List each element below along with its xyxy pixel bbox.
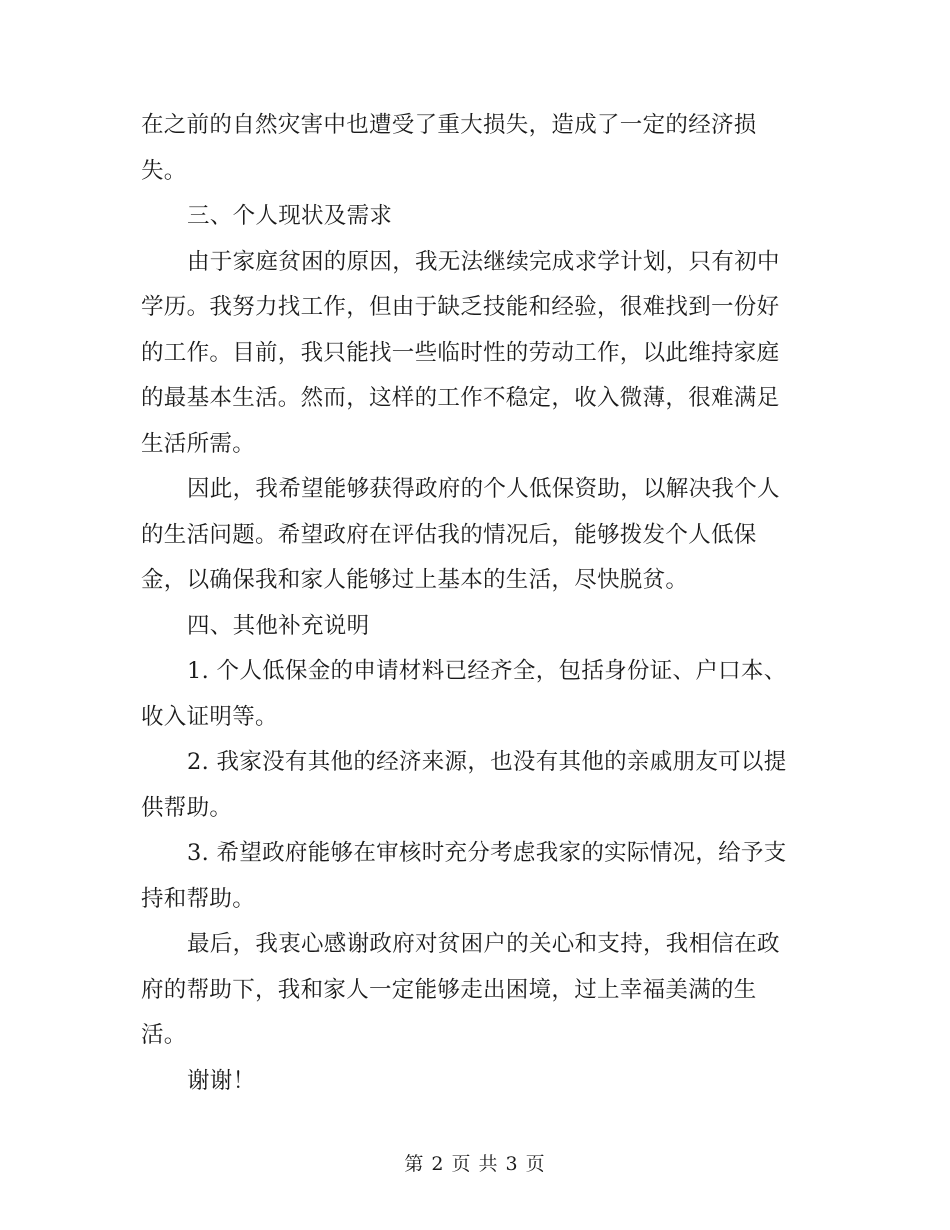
text-line: 活。 — [141, 1022, 187, 1048]
page-number-footer: 第 2 页 共 3 页 — [404, 1153, 546, 1175]
heading-text: 四、其他补充说明 — [187, 612, 370, 639]
paragraph-thanks — [141, 1059, 809, 1105]
document-body — [141, 103, 809, 1104]
list-item-2 — [141, 740, 809, 831]
text-line: 学历。我努力找工作，但由于缺乏技能和经验，很难找到一份好 — [141, 294, 780, 320]
text-line: 因此，我希望能够获得政府的个人低保资助，以解决我个人 — [187, 476, 780, 502]
text-line: 的工作。目前，我只能找一些临时性的劳动工作，以此维持家庭 — [141, 339, 780, 366]
text-line: 由于家庭贫困的原因，我无法继续完成求学计划，只有初中 — [187, 248, 780, 275]
paragraph-request — [141, 467, 809, 604]
text-line: 供帮助。 — [141, 794, 233, 821]
text-line: 持和帮助。 — [141, 885, 256, 912]
text-line: 在之前的自然灾害中也遭受了重大损失，造成了一定的经济损 — [141, 112, 757, 138]
list-item-3 — [141, 831, 809, 922]
section-heading-personal-status — [141, 194, 809, 240]
text-line: 金，以确保我和家人能够过上基本的生活，尽快脱贫。 — [141, 567, 689, 593]
text-line: 生活所需。 — [141, 430, 256, 457]
list-item-1 — [141, 649, 809, 740]
text-line: 收入证明等。 — [141, 703, 278, 730]
heading-text: 三、个人现状及需求 — [187, 203, 393, 229]
text-line: 府的帮助下，我和家人一定能够走出困境，过上幸福美满的生 — [141, 976, 757, 1003]
text-line: 谢谢！ — [187, 1067, 256, 1094]
paragraph-disaster-loss — [141, 103, 809, 194]
text-line: 失。 — [141, 157, 187, 184]
paragraph-closing — [141, 922, 809, 1059]
text-line: 3. 希望政府能够在审核时充分考虑我家的实际情况，给予支 — [187, 840, 787, 866]
text-line: 2. 我家没有其他的经济来源，也没有其他的亲戚朋友可以提 — [187, 749, 787, 775]
text-line: 的最基本生活。然而，这样的工作不稳定，收入微薄，很难满足 — [141, 385, 780, 411]
text-line: 最后，我衷心感谢政府对贫困户的关心和支持，我相信在政 — [187, 931, 780, 957]
section-heading-additional-notes — [141, 604, 809, 650]
paragraph-personal-situation — [141, 240, 809, 468]
text-line: 的生活问题。希望政府在评估我的情况后，能够拨发个人低保 — [141, 521, 757, 548]
text-line: 1. 个人低保金的申请材料已经齐全，包括身份证、户口本、 — [187, 658, 787, 684]
